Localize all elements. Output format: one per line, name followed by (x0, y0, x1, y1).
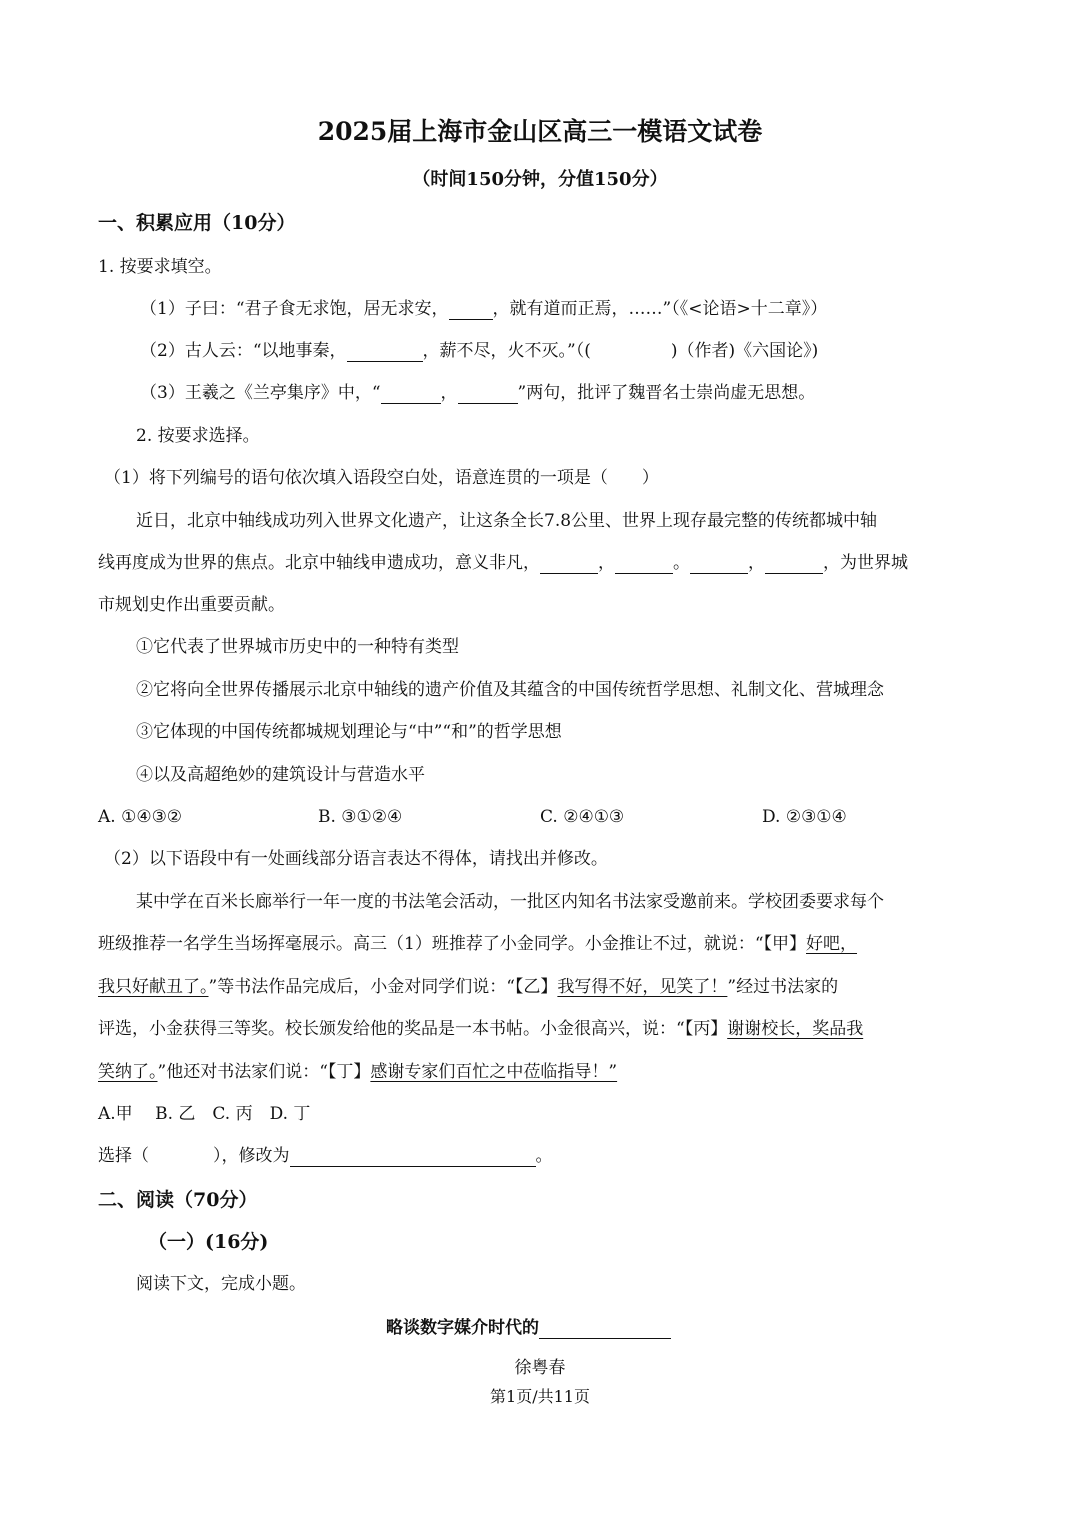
q2-sub2-answer-label: 选择（ (98, 1146, 149, 1166)
section2-heading: 二、阅读（70分） (98, 1189, 258, 1211)
q2-sub1-sep-3: ， (748, 553, 765, 573)
q1-item2-text-c: )（作者)《六国论》) (670, 341, 819, 361)
q2-sub1-choice-d[interactable]: D. ②③①④ (762, 807, 847, 827)
q2-sub2-line5-text: ”他还对书法家们说：“【丁】 (157, 1062, 371, 1082)
q2-sub1-para-line1: 近日，北京中轴线成功列入世界文化遗产，让这条全长7.8公里、世界上现存最完整的传统都城中轴 (136, 511, 878, 531)
q2-sub2-line2-text: 班级推荐一名学生当场挥毫展示。高三（1）班推荐了小金同学。小金推让不过，就说：“【甲】 (98, 934, 807, 954)
q1-item3-blank-1[interactable] (381, 385, 441, 404)
q2-sub1-para-line3: 市规划史作出重要贡献。 (98, 595, 285, 615)
section2-instruction: 阅读下文，完成小题。 (136, 1274, 306, 1294)
q1-label: 1. 按要求填空。 (98, 257, 222, 277)
article-author: 徐粤春 (514, 1358, 566, 1378)
q2-sub1-sentence-2: ②它将向全世界传播展示北京中轴线的遗产价值及其蕴含的中国传统哲学思想、礼制文化、营城理念 (136, 680, 884, 700)
q2-sub2-underlined-bing-1: 谢谢校长，奖品我 (727, 1019, 864, 1039)
q1-item3-text-b: ， (440, 383, 458, 403)
q2-sub1-sentence-4: ④以及高超绝妙的建筑设计与营造水平 (136, 765, 425, 785)
q1-item3-text-a: （3）王羲之《兰亭集序》中，“ (140, 383, 381, 403)
q2-sub1-blank-4 (765, 555, 823, 574)
q2-sub2-underlined-bing-2: 笑纳了。 (98, 1062, 158, 1082)
q2-sub1-para-line2-end: ，为世界城 (823, 553, 908, 573)
page-subtitle: （时间150分钟，分值150分） (412, 169, 668, 190)
page-title: 2025届上海市金山区高三一模语文试卷 (317, 117, 763, 146)
q2-sub2-line1: 某中学在百米长廊举行一年一度的书法笔会活动，一批区内知名书法家受邀前来。学校团委要求每个 (136, 892, 884, 912)
q2-sub2-answer-mid: ），修改为 (213, 1146, 290, 1166)
q2-sub1-para-line2 (98, 552, 908, 574)
q2-sub2-underlined-jia-1: 好吧， (806, 934, 858, 954)
q1-item3-text-c: ”两句，批评了魏晋名士崇尚虚无思想。 (517, 383, 816, 403)
q2-sub2-answer-end: 。 (535, 1146, 553, 1166)
q2-sub1-blank-1 (540, 555, 598, 574)
q1-item3 (140, 382, 815, 404)
q1-item1-text-b: ，就有道而正焉，……”（《<论语>十二章》） (492, 299, 828, 319)
q1-item3-blank-2[interactable] (458, 385, 518, 404)
q2-sub2-line2 (98, 933, 857, 955)
q1-item1-text-a: （1）子曰：“君子食无求饱，居无求安， (140, 299, 449, 319)
article-title-blank[interactable] (539, 1320, 671, 1339)
q2-sub2-line3-end: ”经过书法家的 (727, 977, 839, 997)
q2-sub1-sep-2: 。 (673, 553, 690, 573)
article-title (386, 1317, 671, 1339)
q2-sub2-answer-line (98, 1145, 553, 1167)
q1-item1-blank[interactable] (449, 301, 493, 320)
q1-item2-text-b: ，薪不尽，火不灭。”（( (422, 341, 591, 361)
q1-item2 (140, 340, 818, 362)
q2-sub1-sep-1: ， (598, 553, 615, 573)
page-number: 第1页/共11页 (490, 1387, 590, 1406)
q1-item1 (140, 298, 827, 320)
q2-sub1-para-line2-text: 线再度成为世界的焦点。北京中轴线申遗成功，意义非凡， (98, 553, 540, 573)
q2-sub2-revision-blank[interactable] (290, 1148, 536, 1167)
section1-heading: 一、积累应用（10分） (98, 212, 296, 234)
q2-sub2-underlined-yi: 我写得不好，见笑了！ (557, 977, 728, 997)
q2-sub1-blank-3 (690, 555, 748, 574)
q1-item2-text-a: （2）古人云：“以地事秦， (140, 341, 347, 361)
q2-sub1-sentence-3: ③它体现的中国传统都城规划理论与“中”“和”的哲学思想 (136, 722, 562, 742)
q2-sub2-line3 (98, 976, 838, 998)
q2-sub1-sentence-1: ①它代表了世界城市历史中的一种特有类型 (136, 637, 459, 657)
q2-sub2-line4 (98, 1018, 863, 1040)
q2-sub2-choices[interactable]: A.甲 B. 乙 C. 丙 D. 丁 (98, 1104, 311, 1124)
q2-sub2-underlined-jia-2: 我只好献丑了。 (98, 977, 209, 997)
q2-label: 2. 按要求选择。 (136, 426, 260, 446)
q1-item2-blank[interactable] (347, 343, 423, 362)
q2-sub2-underlined-ding: 感谢专家们百忙之中莅临指导！” (370, 1062, 618, 1082)
article-title-text: 略谈数字媒介时代的 (386, 1318, 539, 1338)
q2-sub2-prompt: （2）以下语段中有一处画线部分语言表达不得体，请找出并修改。 (104, 849, 608, 869)
q2-sub1-choice-a[interactable]: A. ①④③② (98, 807, 183, 827)
q2-sub2-line3-text: ”等书法作品完成后，小金对同学们说：“【乙】 (208, 977, 558, 997)
q2-sub1-choice-c[interactable]: C. ②④①③ (540, 807, 625, 827)
q2-sub2-line5 (98, 1061, 617, 1083)
q2-sub1-prompt: （1）将下列编号的语句依次填入语段空白处，语意连贯的一项是（ ） (104, 468, 659, 488)
q2-sub2-line4-text: 评选，小金获得三等奖。校长颁发给他的奖品是一本书帖。小金很高兴，说：“【丙】 (98, 1019, 728, 1039)
q2-sub1-choice-b[interactable]: B. ③①②④ (318, 807, 403, 827)
section2-part1-heading: （一）(16分) (148, 1231, 269, 1253)
q2-sub1-blank-2 (615, 555, 673, 574)
